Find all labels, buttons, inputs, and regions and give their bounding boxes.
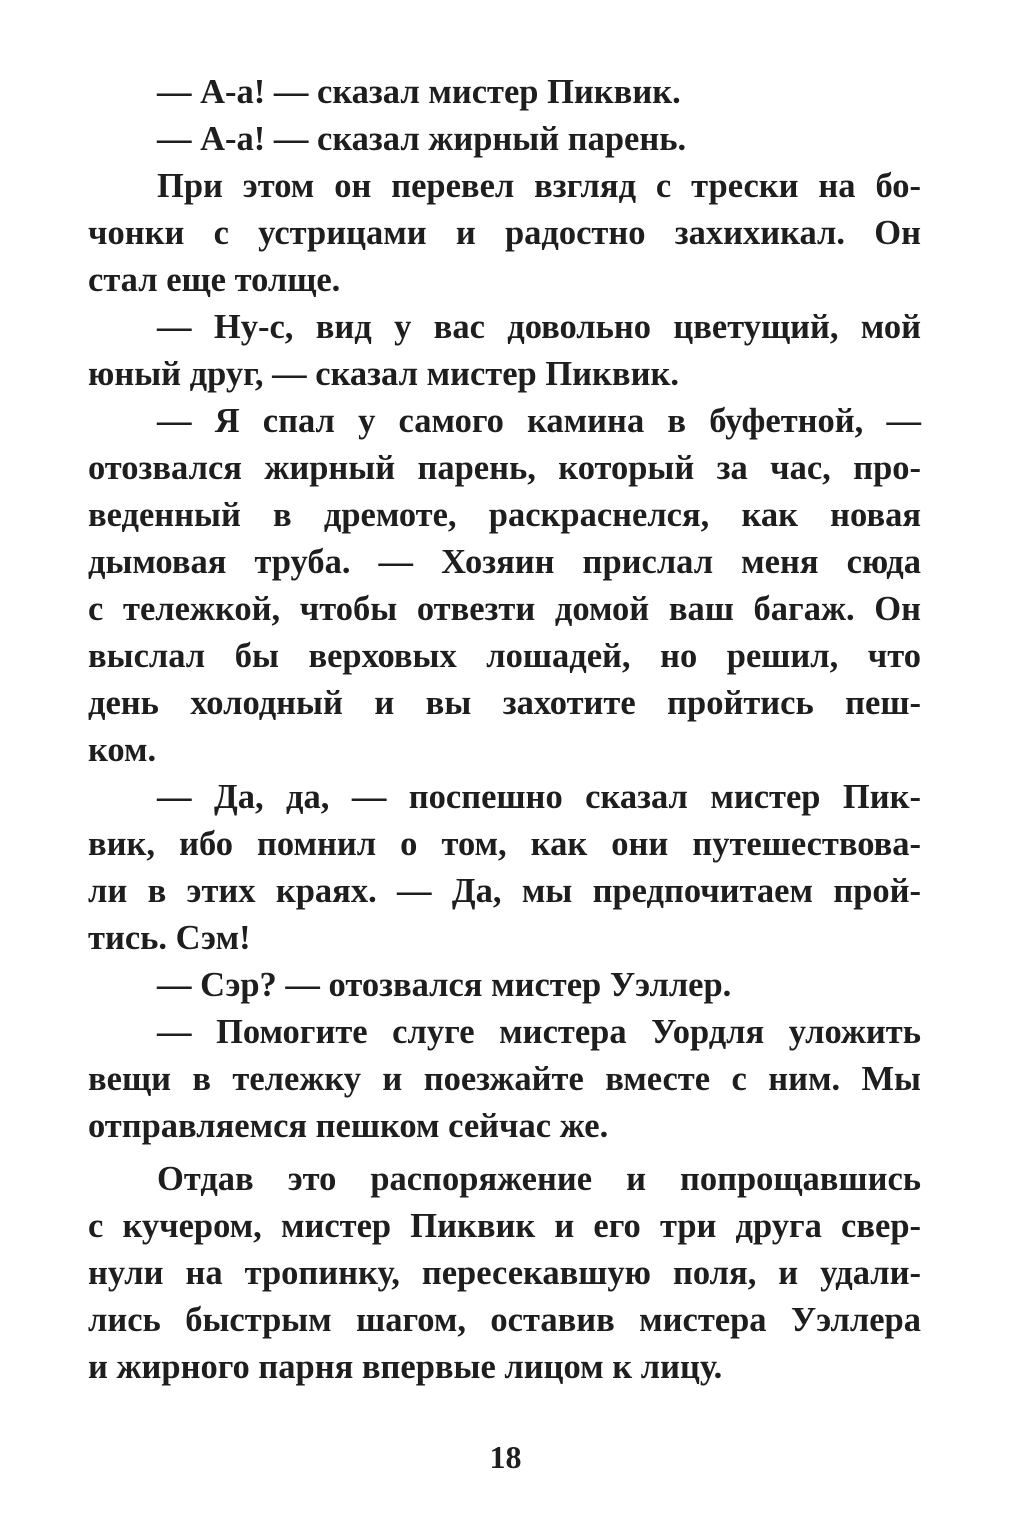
text-line: день холодный и вы захотите пройтись пеш- — [88, 684, 921, 722]
text-line: — Сэр? — отозвался мистер Уэллер. — [157, 966, 732, 1004]
text-line: — Помогите слуге мистера Уордля уложить — [157, 1013, 921, 1051]
page-number: 18 — [489, 1439, 522, 1475]
text-line: юный друг, — сказал мистер Пиквик. — [88, 355, 679, 393]
text-line: — Ну-с, вид у вас довольно цветущий, мой — [157, 308, 921, 346]
text-line: ком. — [88, 731, 157, 769]
text-line: ли в этих краях. — Да, мы предпочитаем прой- — [88, 872, 921, 910]
text-line: вик, ибо помнил о том, как они путешествова- — [88, 825, 921, 863]
text-line: вещи в тележку и поезжайте вместе с ним. Мы — [88, 1060, 921, 1098]
text-line: чонки с устрицами и радостно захихикал. Он — [88, 214, 921, 252]
text-line: лись быстрым шагом, оставив мистера Уэллера — [88, 1301, 921, 1339]
text-line: с кучером, мистер Пиквик и его три друга свер- — [88, 1207, 921, 1245]
text-line: отозвался жирный парень, который за час, про- — [88, 449, 921, 487]
text-line: отправляемся пешком сейчас же. — [88, 1107, 609, 1145]
text-line: Отдав это распоряжение и попрощавшись — [157, 1160, 921, 1198]
text-line: выслал бы верховых лошадей, но решил, что — [88, 637, 921, 675]
text-line: — Да, да, — поспешно сказал мистер Пик- — [157, 778, 921, 816]
text-line: дымовая труба. — Хозяин прислал меня сюда — [88, 543, 921, 581]
text-line: — А-а! — сказал мистер Пиквик. — [157, 73, 681, 111]
text-line: и жирного парня впервые лицом к лицу. — [88, 1348, 723, 1386]
text-line: стал еще толще. — [88, 261, 341, 299]
text-line: с тележкой, чтобы отвезти домой ваш багаж. Он — [88, 590, 921, 628]
text-line: — Я спал у самого камина в буфетной, — — [157, 402, 921, 440]
text-line: веденный в дремоте, раскраснелся, как новая — [88, 496, 921, 534]
text-line: нули на тропинку, пересекавшую поля, и удали- — [88, 1254, 921, 1292]
text-line: — А-а! — сказал жирный парень. — [157, 120, 687, 158]
text-line: тись. Сэм! — [88, 919, 251, 957]
text-line: При этом он перевел взгляд с трески на бо- — [157, 167, 921, 205]
